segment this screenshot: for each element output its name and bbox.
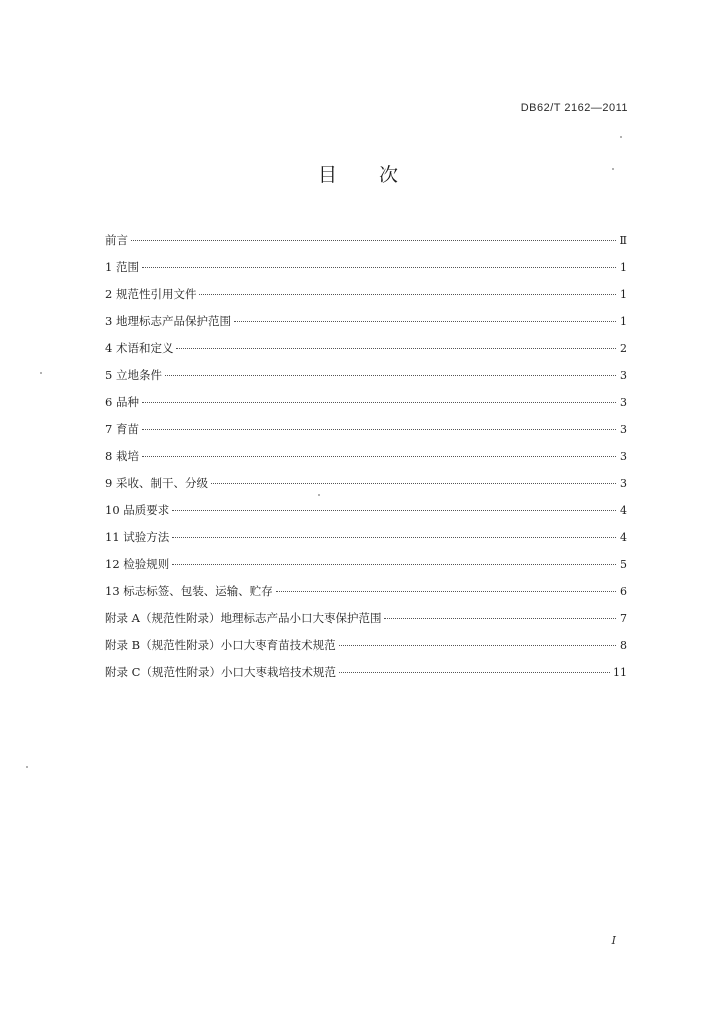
toc-entry-label: 2 规范性引用文件: [105, 287, 197, 301]
toc-leader-dots: [276, 591, 616, 592]
toc-title: 目 次: [317, 164, 417, 186]
toc-leader-dots: [339, 645, 616, 646]
toc-entry: [105, 556, 627, 583]
toc-entry-page: 3: [620, 396, 627, 409]
toc-leader-dots: [142, 267, 616, 268]
toc-leader-dots: [211, 483, 616, 484]
toc-entry-page: 3: [620, 477, 627, 490]
toc-entry-label: 附录 B（规范性附录）小口大枣育苗技术规范: [105, 638, 336, 652]
toc-leader-dots: [131, 240, 616, 241]
toc-entry: [105, 367, 627, 394]
toc-entry-page: 1: [620, 288, 627, 301]
toc-leader-dots: [165, 375, 616, 376]
toc-entry-page: 1: [620, 261, 627, 274]
toc-entry: [105, 475, 627, 502]
toc-entry-page: 3: [620, 423, 627, 436]
toc-entry-page: 4: [620, 504, 627, 517]
toc-entry-label: 4 术语和定义: [105, 341, 174, 355]
toc-entry-label: 5 立地条件: [105, 368, 162, 382]
toc-leader-dots: [234, 321, 616, 322]
toc-entry: [105, 313, 627, 340]
toc-entry-page: 6: [620, 585, 627, 598]
toc-entry-label: 8 栽培: [105, 449, 139, 463]
toc-leader-dots: [142, 402, 616, 403]
toc-entry: [105, 232, 627, 259]
toc-entry-page: 7: [620, 612, 627, 625]
toc-entry-page: 5: [620, 558, 627, 571]
scan-speck: [612, 168, 614, 170]
toc-entry: [105, 664, 627, 691]
toc-entry: [105, 259, 627, 286]
toc-entry: [105, 502, 627, 529]
toc-entry-page: Ⅱ: [619, 234, 627, 247]
document-code: DB62/T 2162—2011: [520, 102, 628, 114]
toc-entry-page: 8: [620, 639, 627, 652]
toc-entry-label: 13 标志标签、包装、运输、贮存: [105, 584, 273, 598]
scan-speck: [26, 766, 28, 768]
toc-entry-label: 11 试验方法: [105, 530, 170, 544]
toc-entry-label: 附录 A（规范性附录）地理标志产品小口大枣保护范围: [105, 611, 382, 625]
toc-entry-label: 附录 C（规范性附录）小口大枣栽培技术规范: [105, 665, 336, 679]
toc-entry-label: 10 品质要求: [105, 503, 170, 517]
scan-speck: [620, 136, 622, 138]
toc-entry: [105, 340, 627, 367]
toc-leader-dots: [142, 456, 616, 457]
toc-entry: [105, 448, 627, 475]
toc-entry-label: 12 检验规则: [105, 557, 170, 571]
toc-entry-page: 4: [620, 531, 627, 544]
toc-entry: [105, 583, 627, 610]
scan-speck: [40, 372, 42, 374]
toc-entry-page: 3: [620, 369, 627, 382]
toc-leader-dots: [384, 618, 616, 619]
toc-entry: [105, 529, 627, 556]
toc-leader-dots: [199, 294, 616, 295]
toc-entry: [105, 394, 627, 421]
toc-leader-dots: [176, 348, 616, 349]
toc-entry-page: 3: [620, 450, 627, 463]
scan-speck: [318, 494, 320, 496]
toc-entry: [105, 286, 627, 313]
table-of-contents: [105, 232, 627, 691]
toc-entry-label: 9 采收、制干、分级: [105, 476, 208, 490]
toc-entry-label: 6 品种: [105, 395, 139, 409]
toc-entry-label: 3 地理标志产品保护范围: [105, 314, 231, 328]
toc-leader-dots: [172, 537, 616, 538]
toc-leader-dots: [142, 429, 616, 430]
toc-entry-label: 前言: [105, 233, 128, 247]
toc-entry: [105, 637, 627, 664]
toc-entry-page: 11: [613, 666, 627, 679]
toc-leader-dots: [172, 564, 616, 565]
toc-entry: [105, 421, 627, 448]
toc-entry-page: 1: [620, 315, 627, 328]
toc-entry-label: 1 范围: [105, 260, 139, 274]
toc-leader-dots: [172, 510, 616, 511]
toc-entry-page: 2: [620, 342, 627, 355]
page-number: I: [611, 934, 616, 947]
toc-leader-dots: [339, 672, 610, 673]
toc-entry: [105, 610, 627, 637]
toc-entry-label: 7 育苗: [105, 422, 139, 436]
